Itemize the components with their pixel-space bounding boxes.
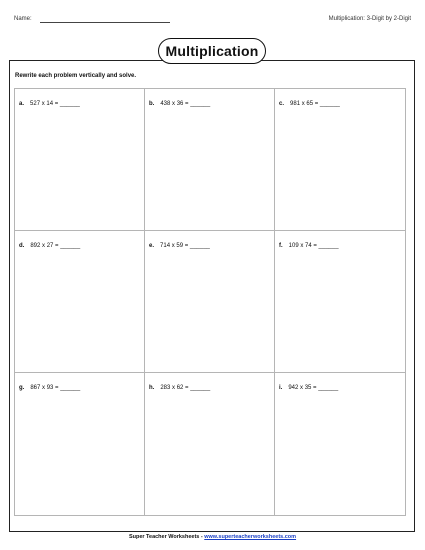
problem-letter: i. [279,385,283,391]
problem [149,385,210,391]
problem-letter: b. [149,101,155,107]
problem-letter: a. [19,101,25,107]
problem-cell [275,89,405,231]
problem-text: 109 x 74 = ______ [288,243,339,249]
problem [19,101,80,107]
problem-text: 981 x 65 = ______ [290,101,340,107]
problem [19,243,80,249]
problem-text: 438 x 36 = ______ [160,101,211,107]
problem-text: 283 x 62 = ______ [160,385,211,391]
problem [19,385,80,391]
problem-letter: h. [149,385,155,391]
problem-cell [275,373,405,515]
problem-cell [145,373,275,515]
problem [279,243,339,249]
problem [149,101,210,107]
problem-text: 527 x 14 = ______ [30,101,80,107]
name-blank-line [40,22,170,23]
footer [0,534,425,540]
worksheet-header [14,16,411,28]
problem-text: 942 x 35 = ______ [288,385,339,391]
problem-cell [145,89,275,231]
problem [279,101,340,107]
problem-text: 867 x 93 = ______ [30,385,81,391]
problem-text: 714 x 59 = ______ [160,243,210,249]
problem [149,243,210,249]
problem-text: 892 x 27 = ______ [30,243,81,249]
problem-letter: f. [279,243,283,249]
problem-cell [145,231,275,373]
subject-label: Multiplication: 3-Digit by 2-Digit [328,16,411,22]
problem-letter: d. [19,243,25,249]
problem-cell [15,373,145,515]
problem-grid [14,88,406,516]
footer-brand: Super Teacher Worksheets [128,534,200,540]
page-title: Multiplication [158,38,266,64]
instructions: Rewrite each problem vertically and solve. [15,73,137,79]
problem-letter: g. [19,385,25,391]
footer-separator: - [199,534,205,540]
problem-letter: e. [149,243,155,249]
problem-cell [15,89,145,231]
problem-cell [15,231,145,373]
problem [279,385,338,391]
problem-letter: c. [279,101,285,107]
problem-cell [275,231,405,373]
name-label: Name: [14,16,32,22]
footer-link[interactable]: www.superteacherworksheets.com [204,534,297,540]
